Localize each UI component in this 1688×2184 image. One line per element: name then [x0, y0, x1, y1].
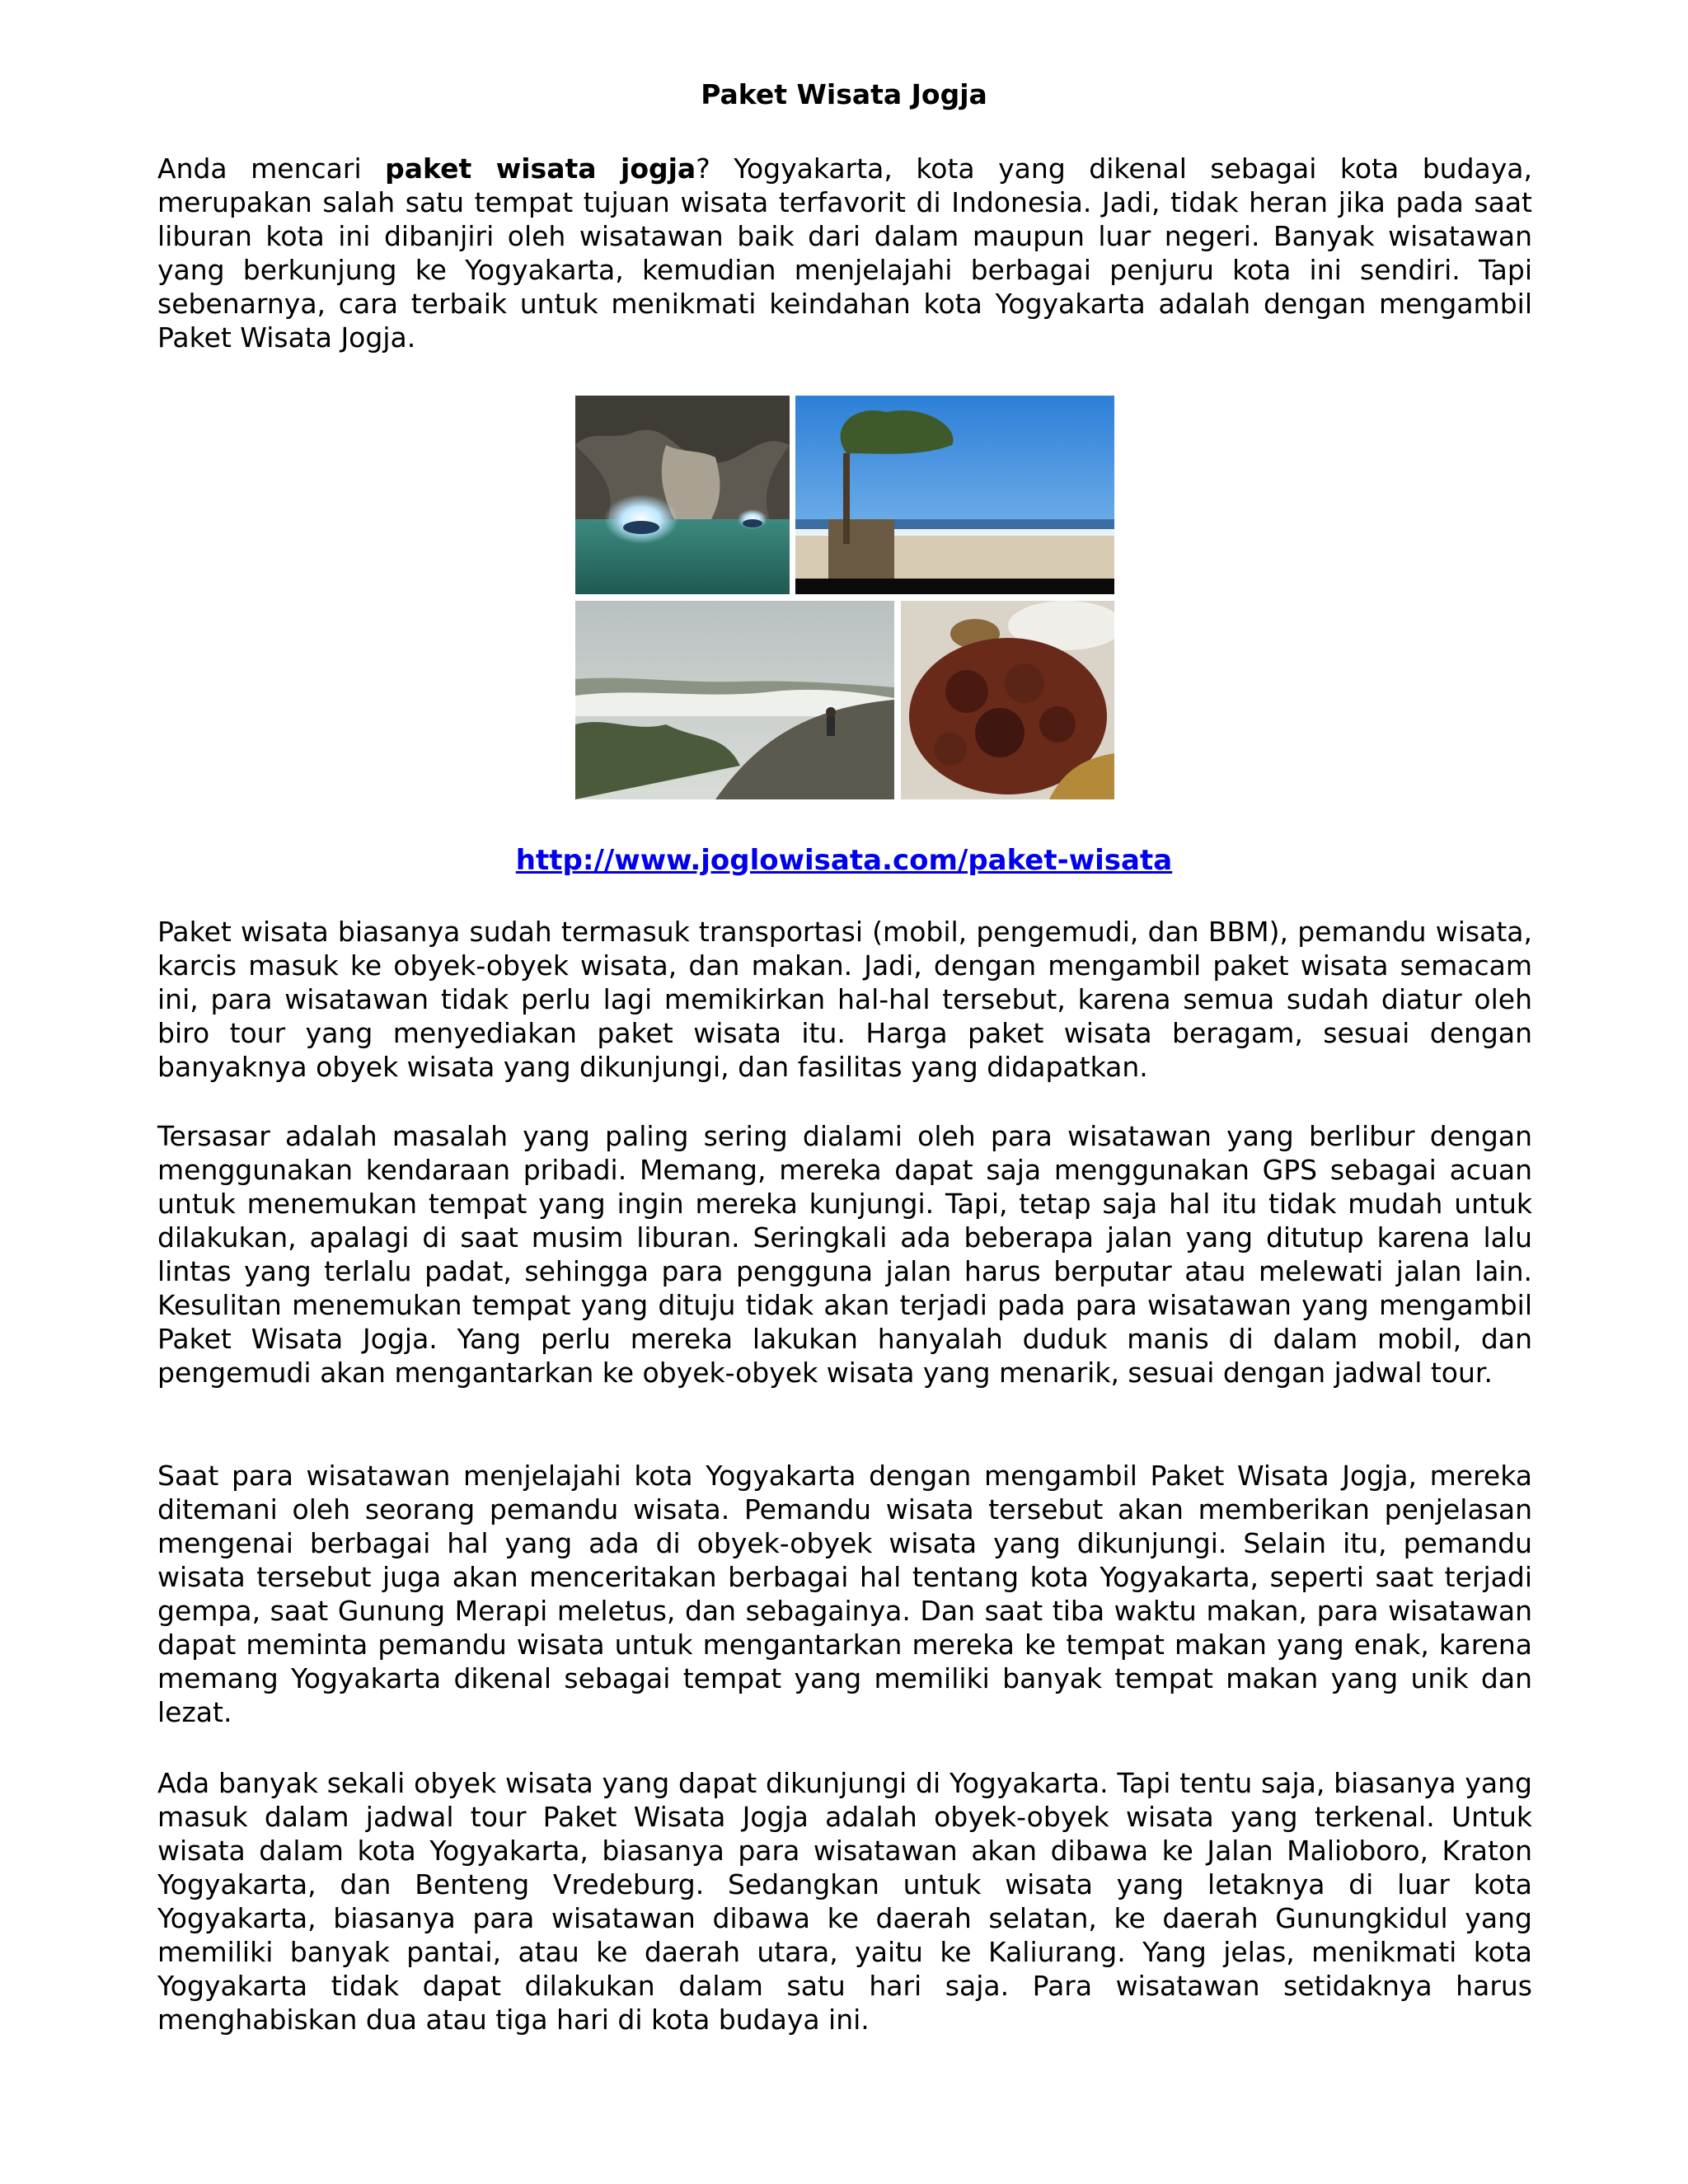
intro-rest: ? Yogyakarta, kota yang dikenal sebagai kota budaya, merupakan salah satu tempat tujuan wisata terfavorit di Indonesia. Jadi, tidak heran jika pada saat liburan kota ini dibanjiri oleh wisatawan baik dari dalam maupun luar negeri. Banyak wisatawan yang berkunjung ke Yogyakarta, kemudian menjelajahi berbagai penjuru kota ini sendiri. Tapi sebenarnya, cara terbaik untuk menikmati keindahan kota Yogyakarta adalah dengan mengambil Paket Wisata Jogja.	[157, 152, 1532, 354]
misty-mountain-photo	[575, 601, 894, 799]
cave-tubing-photo	[575, 396, 790, 594]
satay-food-photo	[901, 601, 1114, 799]
paket-wisata-link[interactable]: http://www.joglowisata.com/paket-wisata	[515, 844, 1173, 877]
paragraph-4: Ada banyak sekali obyek wisata yang dapat dikunjungi di Yogyakarta. Tapi tentu saja, biasanya yang masuk dalam jadwal tour Paket Wisata Jogja adalah obyek-obyek wisata yang terkenal. Untuk wisata dalam kota Yogyakarta, biasanya para wisatawan akan dibawa ke Jalan Malioboro, Kraton Yogyakarta, dan Benteng Vredeburg. Sedangkan untuk wisata yang letaknya di luar kota Yogyakarta, biasanya para wisatawan dibawa ke daerah selatan, ke daerah Gunungkidul yang memiliki banyak pantai, atau ke daerah utara, yaitu ke Kaliurang. Yang jelas, menikmati kota Yogyakarta tidak dapat dilakukan dalam satu hari saja. Para wisatawan setidaknya harus menghabiskan dua atau tiga hari di kota budaya ini.	[157, 1767, 1532, 2036]
paragraph-3: Saat para wisatawan menjelajahi kota Yogyakarta dengan mengambil Paket Wisata Jogja, mereka ditemani oleh seorang pemandu wisata. Pemandu wisata tersebut akan memberikan penjelasan mengenai berbagai hal yang ada di obyek-obyek wisata yang dikunjungi. Selain itu, pemandu wisata tersebut juga akan menceritakan berbagai hal tentang kota Yogyakarta, seperti saat terjadi gempa, saat Gunung Merapi meletus, dan sebagainya. Dan saat tiba waktu makan, para wisatawan dapat meminta pemandu wisata untuk mengantarkan mereka ke tempat makan yang enak, karena memang Yogyakarta dikenal sebagai tempat yang memiliki banyak tempat makan yang unik dan lezat.	[157, 1460, 1532, 1728]
beach-tree-photo	[795, 396, 1114, 594]
page-title: Paket Wisata Jogja	[701, 78, 987, 110]
intro-lead: Anda mencari	[157, 152, 386, 185]
paragraph-1: Paket wisata biasanya sudah termasuk transportasi (mobil, pengemudi, dan BBM), pemandu wisata, karcis masuk ke obyek-obyek wisata, dan makan. Jadi, dengan mengambil paket wisata semacam ini, para wisatawan tidak perlu lagi memikirkan hal-hal tersebut, karena semua sudah diatur oleh biro tour yang menyediakan paket wisata itu. Harga paket wisata beragam, sesuai dengan banyaknya obyek wisata yang dikunjungi, dan fasilitas yang didapatkan.	[157, 916, 1532, 1083]
photo-collage	[575, 396, 1114, 799]
paragraph-2: Tersasar adalah masalah yang paling sering dialami oleh para wisatawan yang berlibur dengan menggunakan kendaraan pribadi. Memang, mereka dapat saja menggunakan GPS sebagai acuan untuk menemukan tempat yang ingin mereka kunjungi. Tapi, tetap saja hal itu tidak mudah untuk dilakukan, apalagi di saat musim liburan. Seringkali ada beberapa jalan yang ditutup karena lalu lintas yang terlalu padat, sehingga para pengguna jalan harus berputar atau melewati jalan lain. Kesulitan menemukan tempat yang dituju tidak akan terjadi pada para wisatawan yang mengambil Paket Wisata Jogja. Yang perlu mereka lakukan hanyalah duduk manis di dalam mobil, dan pengemudi akan mengantarkan ke obyek-obyek wisata yang menarik, sesuai dengan jadwal tour.	[157, 1120, 1532, 1389]
intro-keyword: paket wisata jogja	[385, 152, 696, 185]
intro-paragraph	[157, 152, 1532, 354]
